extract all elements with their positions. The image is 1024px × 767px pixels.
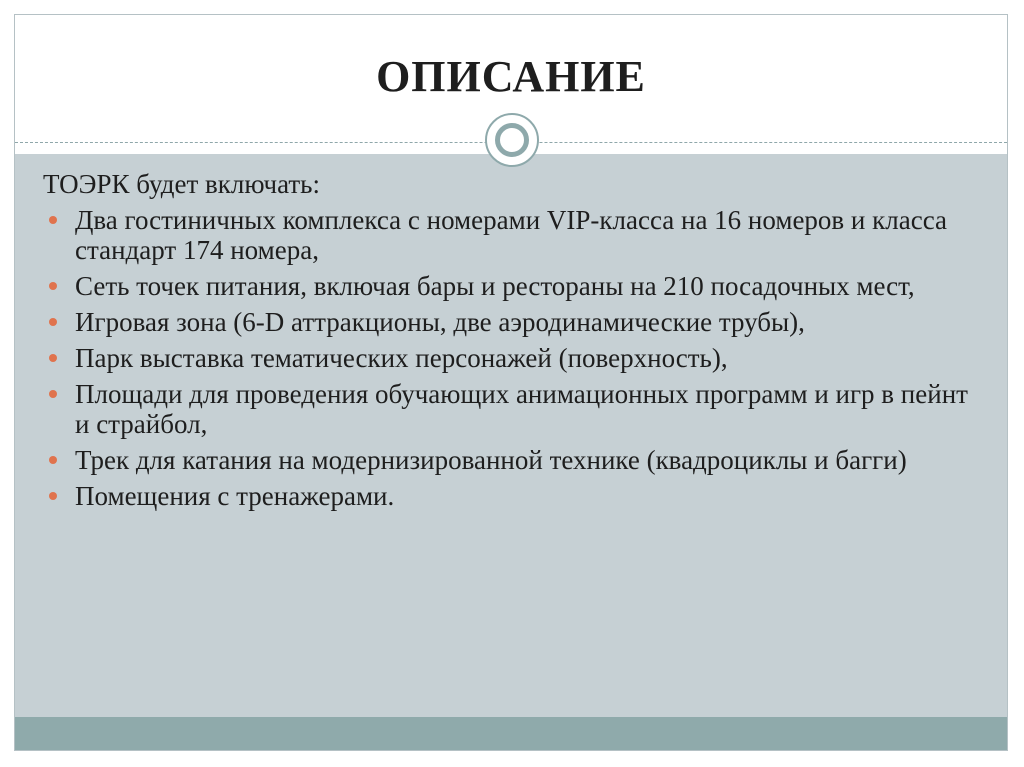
slide-frame <box>14 14 1008 751</box>
list-item-text: Парк выставка тематических персонажей (поверхность), <box>75 343 728 373</box>
bullet-dot-icon <box>49 318 57 326</box>
list-item <box>43 343 973 373</box>
list-item-text: Два гостиничных комплекса с номерами VIP-класса на 16 номеров и класса стандарт 174 номера, <box>75 205 947 265</box>
list-item-text: Игровая зона (6-D аттракционы, две аэродинамические трубы), <box>75 307 805 337</box>
bullet-dot-icon <box>49 354 57 362</box>
ring-inner-icon <box>495 123 529 157</box>
bullet-dot-icon <box>49 216 57 224</box>
list-item-text: Площади для проведения обучающих анимационных программ и игр в пейнт и страйбол, <box>75 379 968 439</box>
ring-ornament-icon <box>485 113 539 167</box>
intro-text: ТОЭРК будет включать: <box>43 169 320 199</box>
list-item <box>43 379 973 439</box>
list-item <box>43 307 973 337</box>
list-item-text: Сеть точек питания, включая бары и рестораны на 210 посадочных мест, <box>75 271 915 301</box>
list-item <box>43 481 973 511</box>
bullet-dot-icon <box>49 492 57 500</box>
slide-content <box>43 169 973 517</box>
list-item <box>43 445 973 475</box>
bullet-dot-icon <box>49 390 57 398</box>
slide-title: ОПИСАНИЕ <box>376 52 646 101</box>
list-item <box>43 271 973 301</box>
bullet-list <box>43 205 973 511</box>
list-item <box>43 205 973 265</box>
bullet-dot-icon <box>49 456 57 464</box>
list-item-text: Помещения с тренажерами. <box>75 481 395 511</box>
bullet-dot-icon <box>49 282 57 290</box>
list-item-text: Трек для катания на модернизированной технике (квадроциклы и багги) <box>75 445 907 475</box>
footer-band <box>15 717 1007 750</box>
